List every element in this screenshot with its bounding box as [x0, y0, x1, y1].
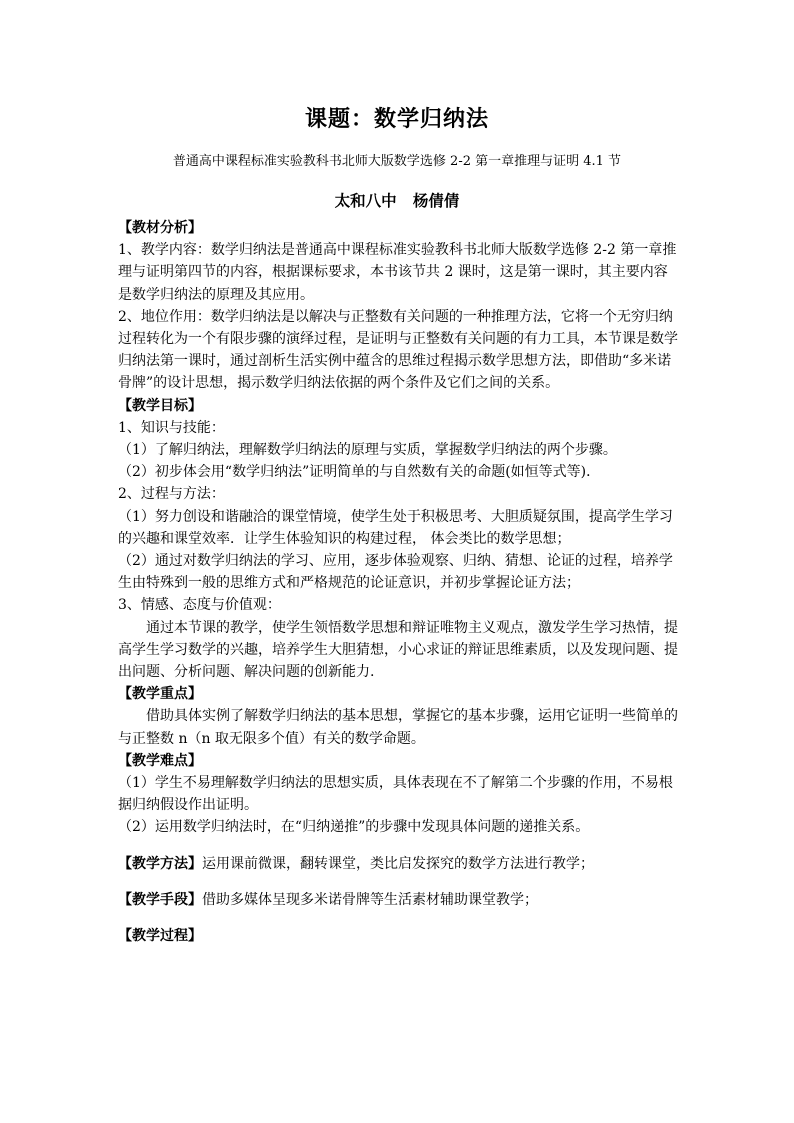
teaching-method-text: 运用课前微课，翻转课堂，类比启发探究的数学方法进行教学； [202, 855, 594, 872]
document-subtitle: 普通高中课程标准实验教科书北师大版数学选修 2-2 第一章推理与证明 4.1 节 [172, 154, 622, 169]
subheading-process-method: 2、过程与方法： [118, 486, 225, 503]
section-heading-fangfa: 【教学方法】 [118, 855, 202, 872]
section-heading-jiaocai: 【教材分析】 [118, 220, 202, 236]
list-item: （1）学生不易理解数学归纳法的思想实质，具体表现在不了解第二个步骤的作用，不易根据归纳假设作出证明。 [118, 775, 673, 814]
document-title: 课题：数学归纳法 [304, 106, 489, 132]
paragraph-position-role: 2、地位作用：数学归纳法是以解决与正整数有关问题的一种推理方法，它将一个无穷归纳过程转化为一个有限步骤的演绎过程，是证明与正整数有关问题的有力工具，本节课是数学归纳法第一课时，通过剖析生活实例中蕴含的思维过程揭示数学思想方法，即借助“多米诺骨牌”的设计思想，揭示数学归纳法依据的两个条件及它们之间的关系。 [118, 308, 678, 392]
section-heading-mubiao: 【教学目标】 [118, 397, 202, 414]
paragraph-key-points: 借助具体实例了解数学归纳法的基本思想，掌握它的基本步骤，运用它证明一些简单的与正整数 n（n 取无限多个值）有关的数学命题。 [118, 708, 678, 747]
list-item: （2）通过对数学归纳法的学习、应用，逐步体验观察、归纳、猜想、论证的过程，培养学生由特殊到一般的思维方式和严格规范的论证意识，并初步掌握论证方法； [118, 553, 673, 592]
teaching-means-text: 借助多媒体呈现多米诺骨牌等生活素材辅助课堂教学； [202, 891, 538, 908]
section-heading-nandian: 【教学难点】 [118, 752, 202, 769]
list-item: （1）努力创设和谐融洽的课堂情境，使学生处于积极思考、大胆质疑氛围，提高学生学习的兴趣和课堂效率．让学生体验知识的构建过程， 体会类比的数学思想； [118, 508, 673, 547]
subheading-knowledge-skills: 1、知识与技能： [118, 419, 225, 436]
section-heading-guocheng: 【教学过程】 [118, 928, 202, 945]
subheading-emotion-values: 3、情感、态度与价值观： [118, 597, 281, 614]
section-heading-shouduan: 【教学手段】 [118, 891, 202, 908]
list-item: （2）运用数学归纳法时，在“归纳递推”的步骤中发现具体问题的递推关系。 [118, 819, 590, 836]
document-body [118, 217, 678, 947]
list-item: （1）了解归纳法，理解数学归纳法的原理与实质，掌握数学归纳法的两个步骤。 [118, 442, 617, 459]
paragraph-teaching-method [118, 853, 678, 875]
section-heading-zhongdian: 【教学重点】 [118, 686, 202, 703]
paragraph-emotion-values: 通过本节课的教学，使学生领悟数学思想和辩证唯物主义观点，激发学生学习热情，提高学生学习数学的兴趣，培养学生大胆猜想，小心求证的辩证思维素质，以及发现问题、提出问题、分析问题、解决问题的创新能力. [118, 619, 678, 681]
document-author: 太和八中 杨倩倩 [334, 191, 460, 210]
list-item: （2）初步体会用“数学归纳法”证明简单的与自然数有关的命题(如恒等式等)． [118, 464, 601, 481]
paragraph-teaching-content: 1、教学内容：数学归纳法是普通高中课程标准实验教科书北师大版数学选修 2-2 第一章推理与证明第四节的内容，根据课标要求，本书该节共 2 课时，这是第一课时，其主要内容是数学归纳法的原理及其应用。 [118, 242, 677, 303]
paragraph-teaching-means [118, 889, 678, 911]
